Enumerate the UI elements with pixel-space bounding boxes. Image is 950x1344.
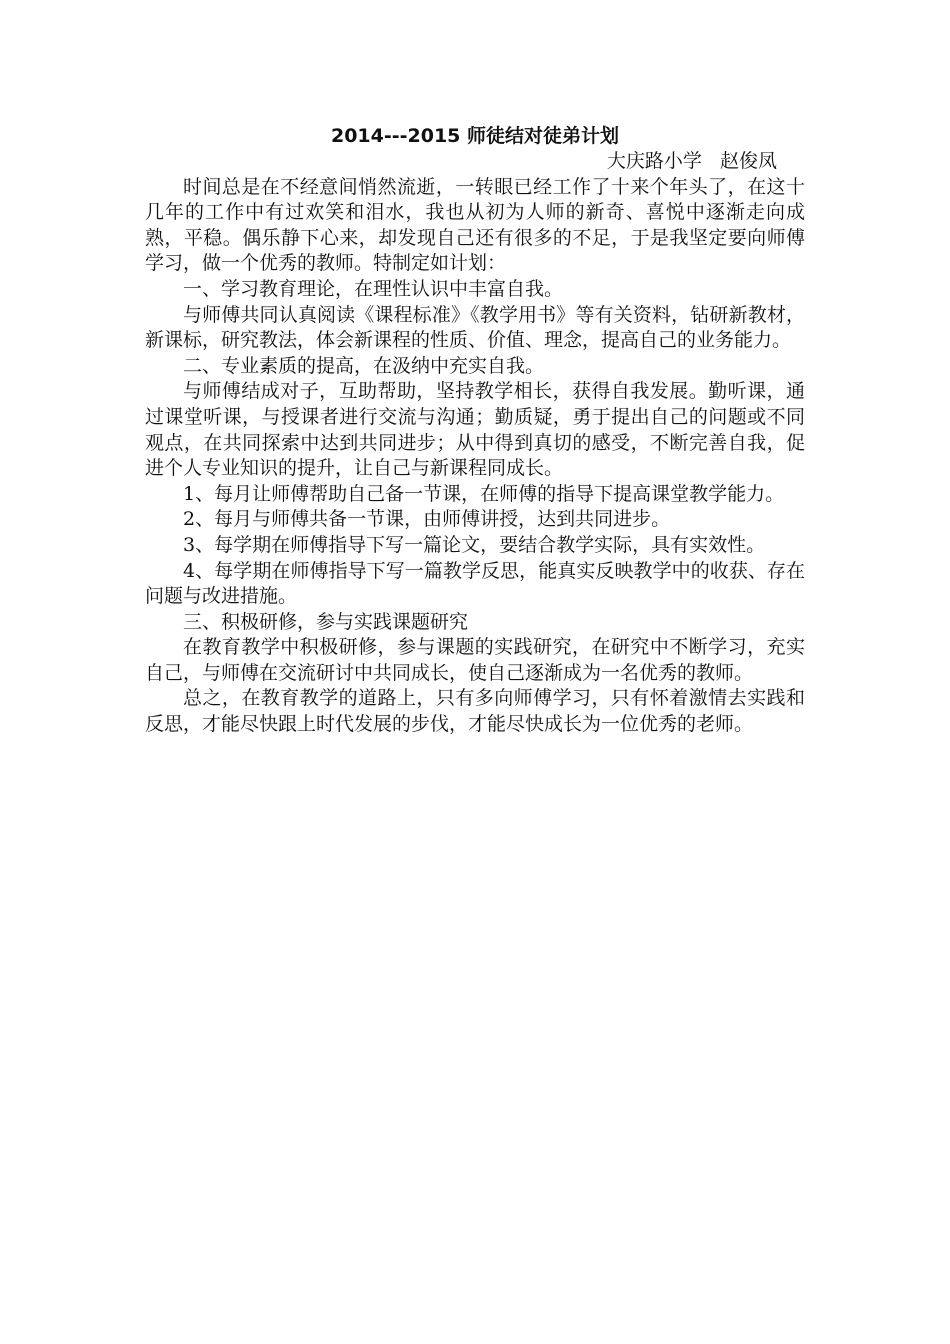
list-item-1: 1、每月让师傅帮助自己备一节课，在师傅的指导下提高课堂教学能力。 (183, 482, 785, 505)
section-heading-2: 二、专业素质的提高，在汲纳中充实自我。 (183, 354, 545, 377)
list-item-3: 3、每学期在师傅指导下写一篇论文，要结合教学实际，具有实效性。 (183, 533, 766, 556)
document-body (145, 124, 805, 738)
paragraph-intro: 时间总是在不经意间悄然流逝，一转眼已经工作了十来个年头了，在这十几年的工作中有过欢笑和泪水，我也从初为人师的新奇、喜悦中逐渐走向成熟，平稳。偶乐静下心来，却发现自己还有很多的不足，于是我坚定要向师傅学习，做一个优秀的教师。特制定如计划： (145, 175, 805, 275)
paragraph-section-2: 与师傅结成对子，互助帮助，坚持教学相长，获得自我发展。勤听课，通过课堂听课，与授课者进行交流与沟通；勤质疑，勇于提出自己的问题或不同观点，在共同探索中达到共同进步；从中得到真切的感受，不断完善自我，促进个人专业知识的提升，让自己与新课程同成长。 (145, 380, 805, 480)
document-title: 2014---2015 师徒结对徒弟计划 (330, 125, 620, 147)
paragraph-section-1: 与师傅共同认真阅读《课程标准》《教学用书》等有关资料，钻研新教材，新课标，研究教法，体会新课程的性质、价值、理念，提高自己的业务能力。 (145, 303, 805, 352)
section-heading-1: 一、学习教育理论，在理性认识中丰富自我。 (183, 277, 564, 300)
paragraph-section-3: 在教育教学中积极研修，参与课题的实践研究，在研究中不断学习，充实自己，与师傅在交流研讨中共同成长，使自己逐渐成为一名优秀的教师。 (145, 636, 805, 684)
author-byline: 大庆路小学 赵俊凤 (606, 150, 777, 172)
list-item-2: 2、每月与师傅共备一节课，由师傅讲授，达到共同进步。 (183, 508, 671, 531)
list-item-4: 4、每学期在师傅指导下写一篇教学反思，能真实反映教学中的收获、存在问题与改进措施。 (145, 559, 805, 608)
paragraph-conclusion: 总之，在教育教学的道路上，只有多向师傅学习，只有怀着激情去实践和反思，才能尽快跟上时代发展的步伐，才能尽快成长为一位优秀的老师。 (145, 687, 805, 736)
section-heading-3: 三、积极研修，参与实践课题研究 (183, 610, 469, 633)
